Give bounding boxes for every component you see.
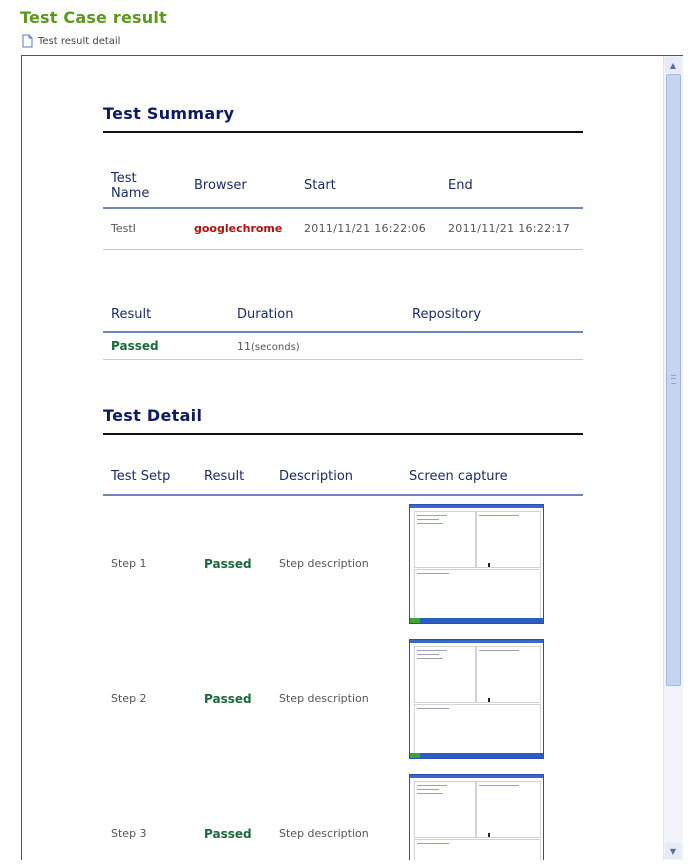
col-duration: Duration bbox=[229, 298, 404, 332]
col-description: Description bbox=[271, 459, 401, 495]
test-name-value: TestI bbox=[103, 208, 186, 250]
detail-section bbox=[103, 406, 583, 435]
col-step-result: Result bbox=[196, 459, 271, 495]
breadcrumb[interactable] bbox=[20, 34, 120, 48]
summary-section bbox=[103, 104, 583, 133]
screen-capture-thumbnail[interactable] bbox=[409, 774, 544, 861]
table-header-row bbox=[103, 164, 583, 208]
step-result: Passed bbox=[204, 556, 252, 571]
detail-heading: Test Detail bbox=[103, 406, 583, 435]
detail-table bbox=[103, 459, 583, 860]
scrollbar-thumb[interactable] bbox=[666, 74, 681, 686]
col-result: Result bbox=[103, 298, 229, 332]
table-row bbox=[103, 332, 583, 360]
step-description: Step description bbox=[279, 827, 369, 840]
screen-capture-cell bbox=[401, 495, 583, 631]
col-screen-capture: Screen capture bbox=[401, 459, 583, 495]
table-header-row bbox=[103, 459, 583, 495]
breadcrumb-label[interactable]: Test result detail bbox=[38, 35, 121, 47]
document-icon bbox=[20, 34, 34, 48]
table-row bbox=[103, 208, 583, 250]
duration-number: 11 bbox=[237, 339, 251, 353]
step-label: Step 2 bbox=[111, 692, 147, 705]
step-result: Passed bbox=[204, 826, 252, 841]
repository-value bbox=[404, 332, 583, 360]
duration-value bbox=[229, 332, 404, 360]
browser-value: googlechrome bbox=[186, 208, 296, 250]
table-row bbox=[103, 766, 583, 860]
col-browser: Browser bbox=[186, 164, 296, 208]
col-test-step: Test Setp bbox=[103, 459, 196, 495]
vertical-scrollbar[interactable] bbox=[663, 56, 683, 860]
duration-unit: (seconds) bbox=[251, 341, 300, 353]
table-row bbox=[103, 495, 583, 631]
start-value: 2011/11/21 16:22:06 bbox=[296, 208, 440, 250]
col-end: End bbox=[440, 164, 583, 208]
col-test-name: Test Name bbox=[103, 164, 186, 208]
report-frame bbox=[21, 55, 683, 860]
result-value: Passed bbox=[103, 332, 229, 360]
table-row bbox=[103, 631, 583, 766]
chevron-up-icon[interactable]: ▲ bbox=[665, 57, 681, 73]
step-label: Step 1 bbox=[111, 557, 147, 570]
report-viewport bbox=[22, 56, 664, 860]
screen-capture-cell bbox=[401, 766, 583, 860]
page-title: Test Case result bbox=[20, 8, 167, 27]
screen-capture-thumbnail[interactable] bbox=[409, 639, 544, 759]
step-label: Step 3 bbox=[111, 827, 147, 840]
end-value: 2011/11/21 16:22:17 bbox=[440, 208, 583, 250]
summary-table bbox=[103, 164, 583, 250]
col-repository: Repository bbox=[404, 298, 583, 332]
screen-capture-cell bbox=[401, 631, 583, 766]
table-header-row bbox=[103, 298, 583, 332]
step-result: Passed bbox=[204, 691, 252, 706]
chevron-down-icon[interactable]: ▼ bbox=[665, 843, 681, 859]
step-description: Step description bbox=[279, 557, 369, 570]
screen-capture-thumbnail[interactable] bbox=[409, 504, 544, 624]
col-start: Start bbox=[296, 164, 440, 208]
result-table bbox=[103, 298, 583, 360]
step-description: Step description bbox=[279, 692, 369, 705]
summary-heading: Test Summary bbox=[103, 104, 583, 133]
